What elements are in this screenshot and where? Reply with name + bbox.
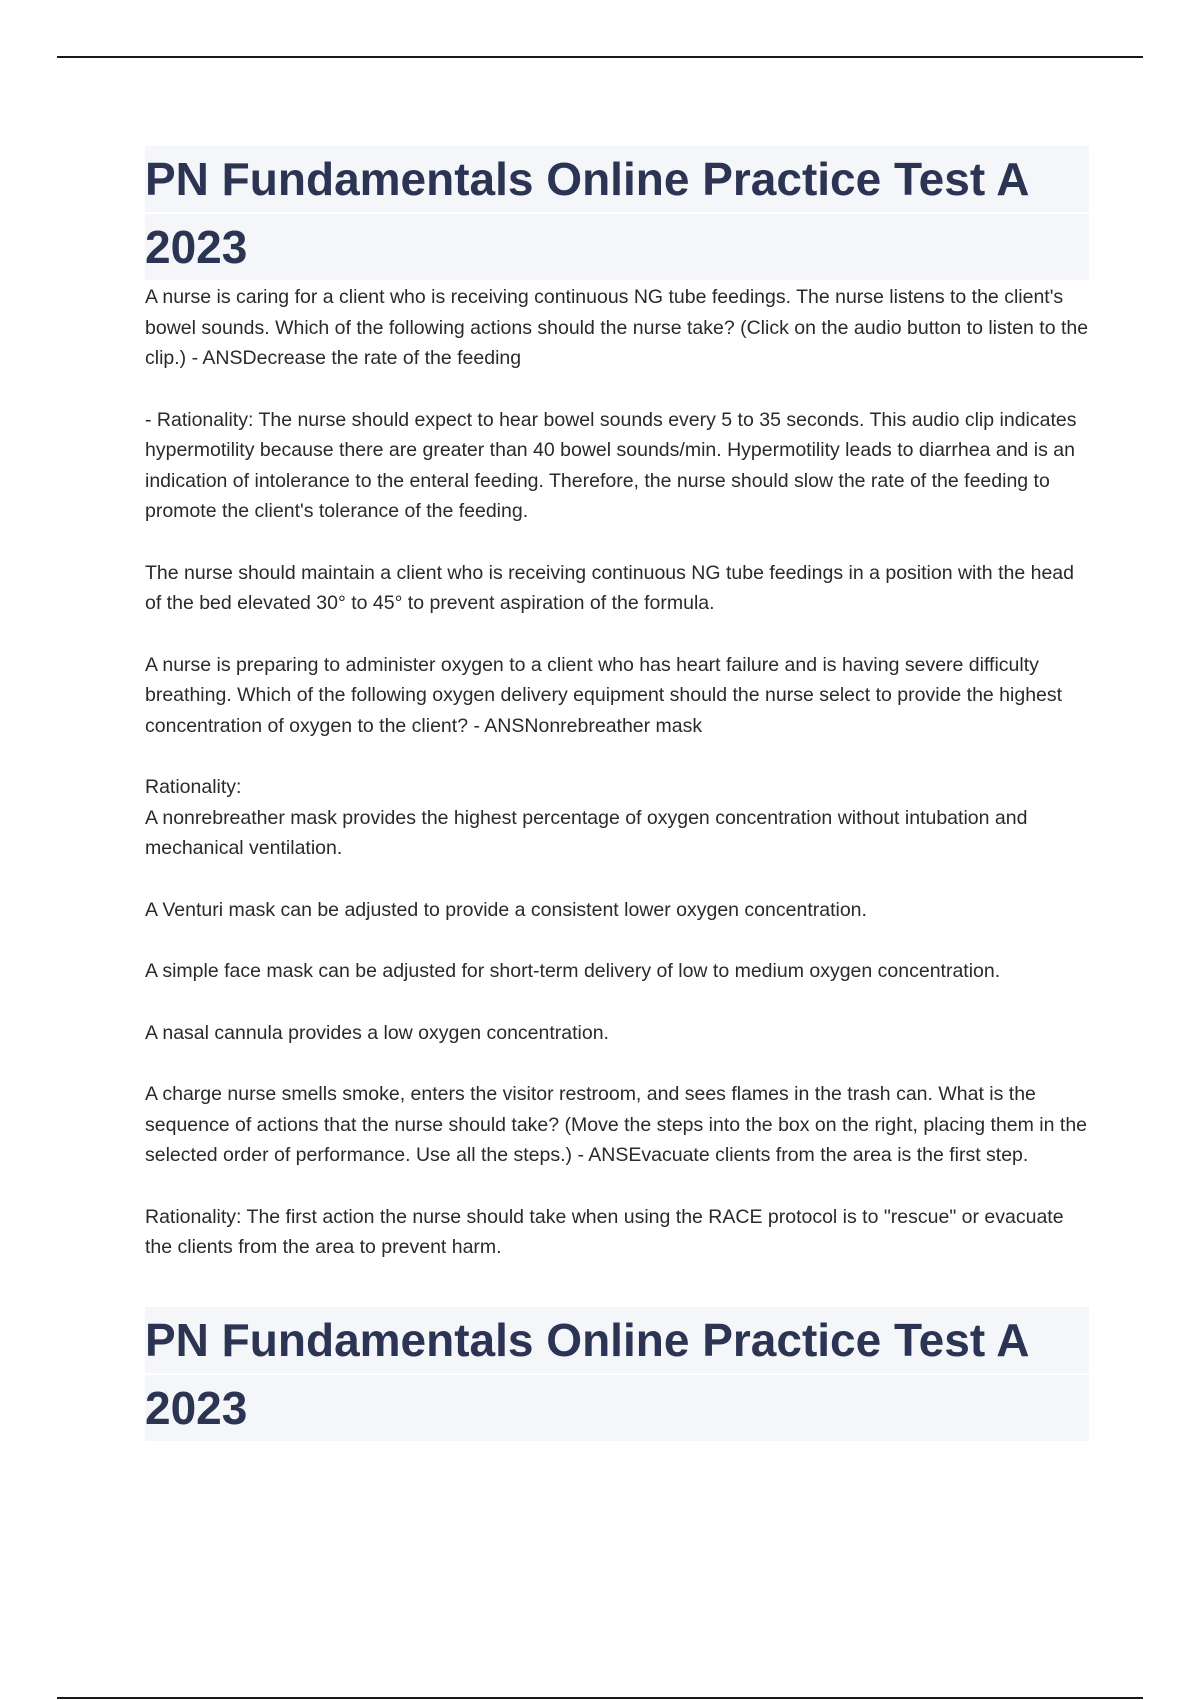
page-title-footer-line-1: PN Fundamentals Online Practice Test A [145,1307,1089,1373]
question-oxygen: A nurse is preparing to administer oxygen to a client who has heart failure and is having severe difficulty breathing. Which of the following oxygen delivery equipment should the nurse select to provide the highest concentration of oxygen to the client? - ANSNonrebreather mask [145,653,1063,737]
rationale-simple-mask: A simple face mask can be adjusted for short-term delivery of low to medium oxygen concentration. [145,960,1001,982]
bottom-rule [57,1697,1143,1699]
top-rule [57,56,1143,58]
rationale-oxygen-heading: Rationality: [145,776,242,798]
document-body [145,146,1089,1443]
page-title-footer [145,1307,1089,1441]
page-title-line-2: 2023 [145,214,1089,280]
page-title [145,146,1089,280]
question-ng-feeding: A nurse is caring for a client who is receiving continuous NG tube feedings. The nurse listens to the client's bowel sounds. Which of the following actions should the nurse take? (Click on the audio button to listen to the clip.) - ANSDecrease the rate of the feeding [145,286,1089,369]
rationale-ng-feeding: - Rationality: The nurse should expect to hear bowel sounds every 5 to 35 seconds. This audio clip indicates hypermotility because there are greater than 40 bowel sounds/min. Hypermotility leads to diarrhea and is an indication of intolerance to the enteral feeding. Therefore, the nurse should slow the rate of the feeding to promote the client's tolerance of the feeding. [145,408,1077,522]
rationale-fire: Rationality: The first action the nurse should take when using the RACE protocol is to "rescue" or evacuate the clients from the area to prevent harm. [145,1205,1064,1258]
rationale-venturi: A Venturi mask can be adjusted to provide a consistent lower oxygen concentration. [145,898,867,921]
note-ng-position: The nurse should maintain a client who is receiving continuous NG tube feedings in a position with the head of the bed elevated 30° to 45° to prevent aspiration of the formula. [145,561,1074,614]
rationale-nonrebreather: A nonrebreather mask provides the highest percentage of oxygen concentration without intubation and mechanical ventilation. [145,806,1028,859]
page-title-line-1: PN Fundamentals Online Practice Test A [145,146,1089,212]
page-title-footer-line-2: 2023 [145,1375,1089,1441]
rationale-nasal-cannula: A nasal cannula provides a low oxygen concentration. [145,1021,609,1044]
question-fire: A charge nurse smells smoke, enters the visitor restroom, and sees flames in the trash can. What is the sequence of actions that the nurse should take? (Move the steps into the box on the right, placing them in the selected order of performance. Use all the steps.) - ANSEvacuate clients from the area is the first step. [145,1083,1088,1166]
